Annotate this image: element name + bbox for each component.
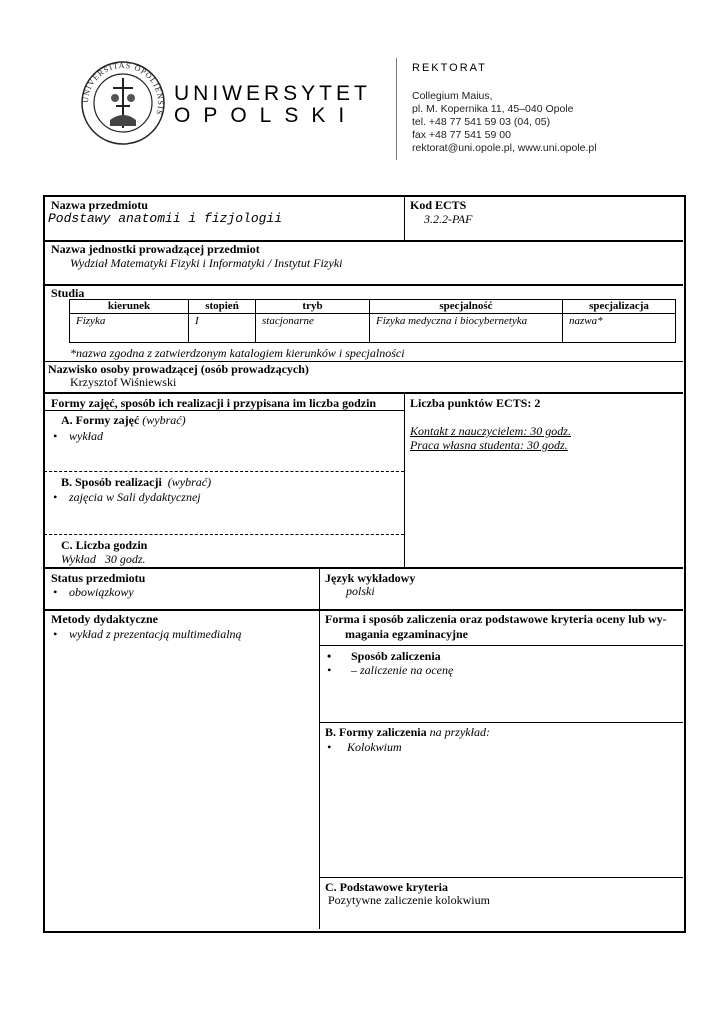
unit-value: Wydział Matematyki Fizyki i Informatyki / Instytut Fizyki <box>70 256 343 270</box>
assessment-b-item: • Kolokwium <box>327 740 402 754</box>
methods-label: Metody dydaktyczne <box>51 612 158 626</box>
assessment-label-line1: Forma i sposób zaliczenia oraz podstawowe kryteria oceny lub wy- <box>325 612 667 626</box>
bullet-icon: • <box>53 490 58 504</box>
language-value: polski <box>346 584 375 598</box>
forms-c-title: C. Liczba godzin <box>61 538 148 552</box>
assessment-c-title: C. Podstawowe kryteria <box>325 880 448 894</box>
seal-icon <box>80 60 166 146</box>
address-line: pl. M. Kopernika 11, 45–040 Opole <box>412 103 574 115</box>
assessment-a-item: • – zaliczenie na ocenę <box>327 663 454 677</box>
assessment-c-value: Pozytywne zaliczenie kolokwium <box>328 893 490 907</box>
ects-code-label: Kod ECTS <box>410 198 467 212</box>
studia-header: stopień <box>189 300 256 314</box>
university-name-line2: OPOLSKI <box>174 104 358 127</box>
course-name-label: Nazwa przedmiotu <box>51 198 148 212</box>
studia-cell: Fizyka <box>70 314 189 343</box>
bullet-icon: • <box>327 740 332 754</box>
forms-a-item: • wykład <box>53 429 103 443</box>
status-label: Status przedmiotu <box>51 571 146 585</box>
address-line: fax +48 77 541 59 00 <box>412 129 511 141</box>
unit-label: Nazwa jednostki prowadzącej przedmiot <box>51 242 260 256</box>
studia-header: specjalność <box>370 300 563 314</box>
bullet-icon: • <box>53 585 58 599</box>
assessment-b-title: B. Formy zaliczenia na przykład: <box>325 725 490 739</box>
bullet-icon: • <box>327 663 332 677</box>
studia-cell: I <box>189 314 256 343</box>
address-line: tel. +48 77 541 59 03 (04, 05) <box>412 116 551 128</box>
header-divider <box>396 58 397 160</box>
forms-label: Formy zajęć, sposób ich realizacji i przypisana im liczba godzin <box>51 396 377 410</box>
forms-b-title: B. Sposób realizacji (wybrać) <box>61 475 212 489</box>
forms-b-item: • zajęcia w Sali dydaktycznej <box>53 490 201 504</box>
lecturer-label: Nazwisko osoby prowadzącej (osób prowadzących) <box>48 362 309 376</box>
address-line: rektorat@uni.opole.pl, www.uni.opole.pl <box>412 142 597 154</box>
studia-header: tryb <box>256 300 370 314</box>
ects-points-label: Liczba punktów ECTS: 2 <box>410 396 541 410</box>
bullet-icon: • <box>53 627 58 641</box>
ects-self-work-hours: Praca własna studenta: 30 godz. <box>410 438 568 452</box>
seal-ring-text: UNIVERSITAS OPOLIENSIS <box>80 60 166 117</box>
studia-header: kierunek <box>70 300 189 314</box>
address-block <box>412 90 597 155</box>
forms-c-item: Wykład 30 godz. <box>61 552 146 566</box>
studia-cell: stacjonarne <box>256 314 370 343</box>
assessment-a-title: • Sposób zaliczenia <box>327 649 441 663</box>
forms-a-title: A. Formy zajęć (wybrać) <box>61 413 186 427</box>
studia-header: specjalizacja <box>563 300 676 314</box>
bullet-icon: • <box>327 649 332 663</box>
address-line: Collegium Maius, <box>412 90 493 102</box>
office-title: REKTORAT <box>412 62 487 74</box>
ects-code-value: 3.2.2-PAF <box>424 212 473 226</box>
lecturer-value: Krzysztof Wiśniewski <box>70 375 177 389</box>
studia-table <box>69 299 676 343</box>
language-label: Język wykładowy <box>325 571 416 585</box>
studia-cell: Fizyka medyczna i biocybernetyka <box>370 314 563 343</box>
bullet-icon: • <box>53 429 58 443</box>
course-name-value: Podstawy anatomii i fizjologii <box>48 211 283 226</box>
studia-label: Studia <box>51 286 85 300</box>
studia-note: *nazwa zgodna z zatwierdzonym katalogiem kierunków i specjalności <box>70 346 405 360</box>
university-seal <box>80 60 166 146</box>
studia-cell: nazwa* <box>563 314 676 343</box>
status-value: • obowiązkowy <box>53 585 134 599</box>
assessment-label-line2: magania egzaminacyjne <box>345 627 468 641</box>
university-name-line1: UNIWERSYTET <box>174 82 371 105</box>
ects-contact-hours: Kontakt z nauczycielem: 30 godz. <box>410 424 571 438</box>
methods-value: • wykład z prezentacją multimedialną <box>53 627 242 641</box>
